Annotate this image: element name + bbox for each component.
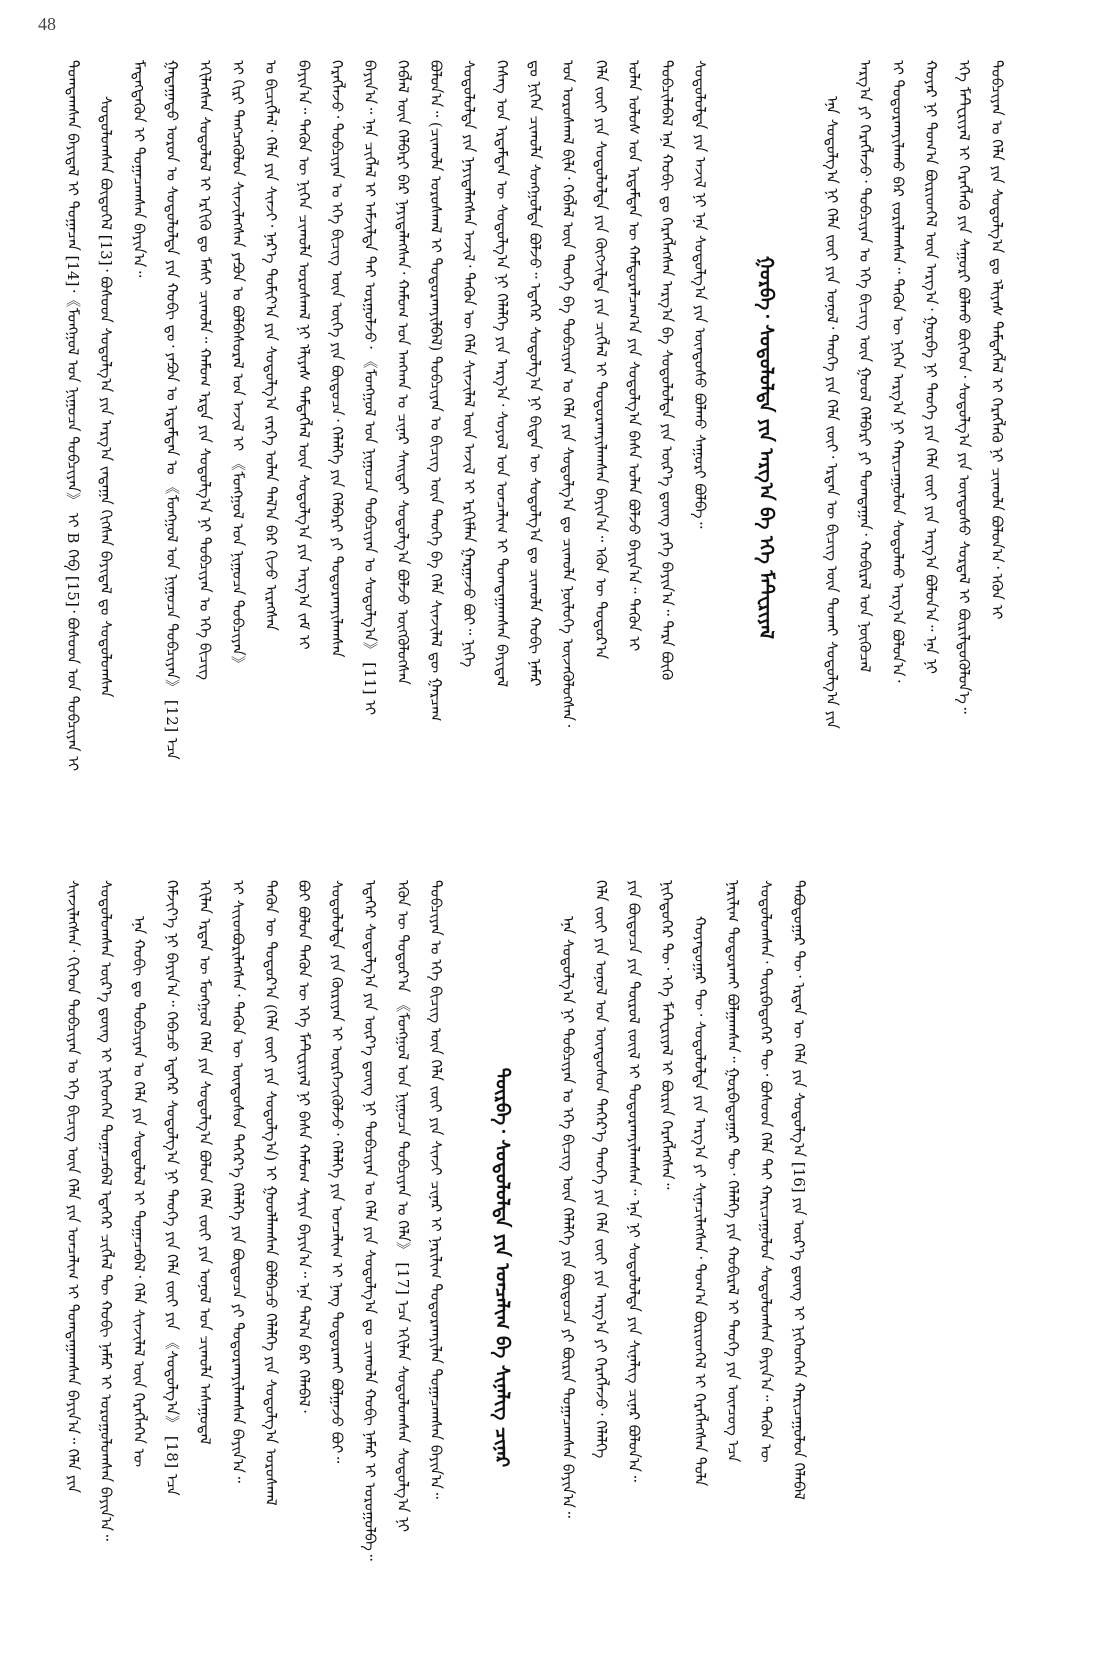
text-line: ᠬᠡᠰᠡᠭ ᠤᠨ ᠡᠷᠳᠡᠮᠲᠡᠨ ᠦ ᠰᠤᠳᠤᠯᠭ᠎ᠠ ᠨᠢ ᠬᠡᠯᠡᠯᠭᠡ ᠶᠢᠨ ᠠᠷᠭ᠎ᠠ᠂ ᠰᠣᠶᠣᠯ ᠤᠨ ᠣᠨᠴᠠᠯᠢᠭ ᠢ ᠲᠣᠭᠲᠠᠭᠠᠭᠰᠠᠨ ᠪᠠᠶᠢᠳᠠᠯ [493, 60, 511, 688]
text-line: ᠰᠤᠳᠤᠯᠤᠯᠲᠠ ᠶᠢᠨ ᠠᠵᠢᠯ ᠨᠢ ᠡᠨᠡ ᠰᠤᠳᠤᠯᠭ᠎ᠠ ᠶᠢᠨ ᠦᠨᠳᠦᠰᠦ ᠪᠣᠯᠬᠤ ᠰᠠᠭᠤᠷᠢ ᠪᠣᠯᠪᠠ᠃ [691, 60, 709, 529]
text-line: ᠡᠬᠡ ᠮᠠᠲ᠋ᠧᠷᠢᠶᠠᠯ ᠢ ᠬᠡᠷᠡᠭᠯᠡᠬᠦ ᠶᠢᠨ ᠰᠠᠭᠤᠷᠢ ᠪᠣᠯᠬᠤ ᠪᠥᠭᠡᠳ᠂ ᠰᠤᠳᠤᠯᠭ᠎ᠠ ᠶᠢᠨ ᠦᠨᠳᠦᠰᠦ ᠰᠤᠷᠲᠠᠯ ᠢ ᠪᠦᠷᠢᠯᠳᠦᠭᠦᠯᠦᠨ᠎ᠡ᠃ [955, 60, 973, 714]
text-column [159, 60, 185, 835]
text-column [324, 880, 350, 1655]
section-heading [489, 880, 515, 1655]
section-heading-text: ᠭᠤᠷᠪᠠ᠂ ᠰᠤᠳᠤᠯᠤᠯᠲᠠ ᠶᠢᠨ ᠠᠷᠭ᠎ᠠ ᠪᠠ ᠡᠬᠡ ᠮᠠᠲ᠋ᠧᠷᠢᠶᠠᠯ [755, 256, 777, 639]
text-column [489, 60, 515, 835]
section-heading [753, 60, 779, 835]
text-column [588, 880, 614, 1655]
text-line: ᠪᠤᠶ ᠪᠣᠯᠤᠨ ᠲᠡᠭᠦᠨ ᠦ ᠡᠬᠡ ᠮᠠᠲ᠋ᠧᠷᠢᠶᠠᠯ ᠨᠢ ᠪᠠᠰᠠ ᠬᠠᠮᠤᠭ ᠰᠠᠶᠢᠨ ᠪᠠᠶᠢᠨ᠎ᠠ᠃ ᠡᠨᠡ ᠲᠠᠯ᠎ᠠ ᠪᠠᠷ ᠬᠡᠯᠡᠪᠡᠯ᠂ [295, 880, 313, 1413]
text-line: ᠲᠣᠪᠴᠢᠶᠠᠨ ᠤ ᠡᠬᠡ ᠪᠢᠴᠢᠭ ᠦᠨ ᠬᠡᠯᠡ ᠵᠦᠢ ᠶᠢᠨ ᠰᠢᠨᠵᠢ ᠴᠢᠨᠠᠷ ᠢ ᠨᠠᠷᠢᠯᠢᠭ ᠲᠣᠳᠣᠷᠬᠠᠶᠢᠯᠠᠨ ᠲᠣᠭᠠᠴᠠᠭᠰᠠᠨ ᠪᠠᠶᠢᠨ᠎ᠠ᠃ [427, 880, 445, 1499]
text-line: ᠰᠤᠳᠤᠯᠤᠭᠰᠠᠨ ᠪᠦᠲᠦᠭᠡᠯ [13]᠂ ᠪᠤᠰᠤᠳ ᠰᠤᠳᠤᠯᠭ᠎ᠠ ᠶᠢᠨ ᠠᠷᠭ᠎ᠠ ᠵᠠᠳᠠᠭᠠ ᠬᠢᠭᠰᠡᠨ ᠪᠠᠶᠢᠳᠠᠯ ᠳᠤ ᠰᠤᠳᠤᠯᠤᠭᠰᠠᠨ [97, 96, 115, 698]
text-column [918, 60, 944, 835]
text-column [951, 60, 977, 835]
text-line: ᠡᠬᠢᠯᠡᠭᠰᠡᠨ ᠰᠤᠳᠤᠯᠤᠯ ᠢ ᠡᠷᠭᠢᠬᠦ ᠳᠤ ᠮᠠᠰᠢ ᠴᠢᠬᠤᠯᠠ᠃ ᠬᠠᠮᠤᠭ ᠡᠷᠲᠡ ᠶᠢᠨ ᠰᠤᠳᠤᠯᠭ᠎ᠠ ᠨᠢ ᠲᠣᠪᠴᠢᠶᠠᠨ ᠤ ᠡᠬᠡ ᠪᠢᠴᠢᠭ [196, 60, 214, 681]
text-column [192, 880, 218, 1655]
text-line: ᠬᠡᠷᠡᠭᠯᠡᠵᠦ᠂ ᠲᠣᠪᠴᠢᠶᠠᠨ ᠤ ᠡᠬᠡ ᠪᠢᠴᠢᠭ ᠦᠨ ᠦᠭᠡ ᠶᠢᠨ ᠪᠦᠲᠦᠴᠡ᠂ ᠬᠡᠯᠡᠯᠭᠡ ᠶᠢᠨ ᠬᠡᠯᠪᠡᠷᠢ ᠶᠢ ᠲᠣᠳᠣᠷᠬᠠᠶᠢᠯᠠᠭᠰᠠᠨ [328, 60, 346, 658]
text-column [753, 880, 779, 1655]
text-column [786, 880, 812, 1655]
text-column [456, 60, 482, 835]
text-column [621, 60, 647, 835]
text-column [357, 60, 383, 835]
text-line: ᠰᠤᠳᠤᠯᠤᠭᠰᠠᠨ ᠦᠷ᠎ᠡ ᠳ᠋ᠦᠩ ᠢ ᠨᠢᠭᠡᠳᠬᠡᠨ ᠲᠣᠭᠠᠴᠠᠪᠠᠯ ᠡᠳᠡᠭᠡᠷ ᠴᠢᠭᠯᠡᠯ ᠲᠦ ᠬᠤᠪᠢ ᠨᠡᠮᠡᠷ ᠢ ᠣᠷᠣᠭᠤᠯᠤᠭᠰᠠᠨ ᠪᠠᠶᠢᠨ᠎ᠠ᠃ [97, 880, 115, 1541]
text-line: ᠬᠣᠶᠠᠷ ᠨᠢ ᠲᠣᠭ᠎ᠠ ᠪᠦᠷᠢᠳᠬᠡᠯ ᠦᠨ ᠠᠷᠭ᠎ᠠ᠂ ᠭᠤᠷᠪᠠ ᠨᠢ ᠲᠡᠦᠬᠡ ᠶᠢᠨ ᠬᠡᠯᠡ ᠵᠦᠢ ᠶᠢᠨ ᠠᠷᠭ᠎ᠠ ᠪᠣᠯᠤᠨ᠎ᠠ᠃ ᠡᠨᠡ ᠨᠢ [922, 60, 940, 674]
text-column [225, 60, 251, 835]
text-line: ᠢ ᠲᠣᠳᠣᠷᠬᠠᠶᠢᠯᠠᠬᠤ ᠪᠠᠷ ᠵᠣᠷᠢᠯᠠᠭᠰᠠᠨ᠃ ᠲᠡᠭᠦᠨ ᠦ ᠨᠢᠭᠡᠨ ᠠᠷᠭ᠎ᠠ ᠨᠢ ᠬᠠᠷᠢᠴᠠᠭᠤᠯᠤᠨ ᠰᠤᠳᠤᠯᠬᠤ ᠠᠷᠭ᠎ᠠ ᠪᠣᠯᠤᠨ᠎ᠠ᠂ [889, 60, 907, 683]
text-column [984, 60, 1010, 835]
column-spacer [786, 60, 812, 835]
text-line: ᠲᠣᠭᠲᠠᠭᠰᠠᠨ ᠪᠠᠶᠢᠳᠠᠯ ᠢ ᠲᠣᠭᠠᠴᠠᠨ [14]᠂《ᠮᠣᠩᠭᠣᠯ ᠤᠨ ᠨᠢᠭᠤᠴᠠ ᠲᠣᠪᠴᠢᠶᠠᠨ》 ᠢ B ᠬᠡᠪ [15]᠂ ᠪᠤᠰᠤᠳ ᠤᠨ ᠲᠣᠪᠴᠢᠶᠠᠨ ᠢ [64, 60, 82, 772]
text-line: ᠳᠤ ᠨᠢᠭᠡᠨ ᠴᠢᠬᠤᠯᠠ ᠰᠣᠩᠭᠤᠯᠲᠠ ᠪᠣᠯᠵᠤ᠃ ᠡᠳᠡᠭᠡᠷ ᠰᠤᠳᠤᠯᠭ᠎ᠠ ᠨᠢ ᠪᠢᠳᠡᠨ ᠦ ᠰᠤᠳᠤᠯᠭ᠎ᠠ ᠳᠤ ᠴᠢᠬᠤᠯᠠ ᠬᠤᠪᠢ ᠨᠡᠮᠡᠷ [526, 60, 544, 687]
text-line: ᠡᠬᠢᠯᠡᠨ ᠡᠷᠲᠡᠨ ᠦ ᠮᠣᠩᠭᠣᠯ ᠬᠡᠯᠡ ᠶᠢᠨ ᠰᠤᠳᠤᠯᠭ᠎ᠠ ᠪᠣᠯᠤᠨ ᠬᠡᠯᠡ ᠵᠦᠢ ᠶᠢᠨ ᠣᠨᠣᠯ ᠤᠨ ᠴᠢᠬᠤᠯᠠ ᠠᠰᠠᠭᠤᠳᠠᠯ [196, 880, 214, 1445]
text-line: ᠭᠠᠳᠠᠭᠠᠳᠤ ᠣᠷᠣᠨ ᠤ ᠰᠤᠳᠤᠯᠤᠯᠲᠠ ᠶᠢᠨ ᠬᠤᠪᠢ ᠳᠤ᠂ ᠶᠠᠫᠣᠨ ᠤ ᠡᠷᠳᠡᠮᠲᠡᠨ ᠤ 《ᠮᠣᠩᠭᠣᠯ ᠤᠨ ᠨᠢᠭᠤᠴᠠ ᠲᠣᠪᠴᠢᠶᠠᠨ》 [12] ᠡᠴᠡ [163, 60, 181, 760]
text-column [324, 60, 350, 835]
text-line: ᠮᠡᠳᠡᠭᠳᠡᠬᠦᠨ ᠢ ᠲᠣᠭᠠᠴᠠᠭᠰᠠᠨ ᠪᠠᠶᠢᠨ᠎ᠠ᠃ [130, 60, 148, 278]
text-column [588, 60, 614, 835]
text-line: ᠲᠣᠪᠴᠢᠶᠠᠨ ᠤ ᠬᠡᠯᠡ ᠶᠢᠨ ᠰᠤᠳᠤᠯᠭ᠎ᠠ ᠳᠤ ᠡᠯᠢᠶᠡᠰ ᠲᠡᠮᠳᠡᠭᠯᠡᠯ ᠢ ᠬᠡᠷᠡᠭᠯᠡᠬᠦ ᠨᠢ ᠴᠢᠬᠤᠯᠠ ᠪᠣᠯᠤᠨ᠎ᠠ᠂ ᠡᠭᠦᠨ ᠢ [988, 60, 1006, 620]
text-column [555, 880, 581, 1655]
text-line: ᠡᠳᠡᠭᠡᠷ ᠰᠤᠳᠤᠯᠭ᠎ᠠ ᠶᠢᠨ ᠦᠷ᠎ᠡ ᠳ᠋ᠦᠩ ᠨᠢ ᠲᠣᠪᠴᠢᠶᠠᠨ ᠤ ᠬᠡᠯᠡ ᠶᠢᠨ ᠰᠤᠳᠤᠯᠭ᠎ᠠ ᠳᠤ ᠴᠢᠬᠤᠯᠠ ᠬᠤᠪᠢ ᠨᠡᠮᠡᠷ ᠢ ᠣᠷᠣᠭᠤᠯᠪᠠ᠃ [361, 880, 379, 1561]
text-column [720, 880, 746, 1655]
page-number: 48 [38, 14, 56, 34]
column-spacer [456, 880, 482, 1655]
column-spacer [720, 60, 746, 835]
text-line: ᠠᠷᠭ᠎ᠠ ᠶᠢ ᠬᠡᠷᠡᠭᠯᠡᠵᠦ᠂ ᠲᠣᠪᠴᠢᠶᠠᠨ ᠤ ᠡᠬᠡ ᠪᠢᠴᠢᠭ ᠦᠨ ᠭᠣᠣᠯ ᠬᠡᠯᠪᠡᠷᠢ ᠶᠢ ᠲᠣᠭᠲᠠᠭᠠᠨ᠂ ᠬᠤᠪᠢᠷᠠᠯ ᠤᠨ ᠨᠥᠬᠦᠴᠡᠯ [856, 60, 874, 673]
text-line: ᠲᠡᠭᠦᠨ ᠦ ᠳᠣᠲᠣᠷ᠎ᠠ (ᠬᠡᠯᠡ ᠵᠦᠢ ᠶᠢᠨ ᠰᠤᠳᠤᠯᠭ᠎ᠠ) ᠢ ᠭᠣᠣᠯᠯᠠᠭᠰᠠᠨ ᠪᠣᠯᠪᠠᠴᠤ ᠬᠡᠯᠡᠯᠭᠡ ᠶᠢᠨ ᠰᠤᠳᠤᠯᠭ᠎ᠠ ᠤᠷᠤᠰᠬᠠᠯ [262, 880, 280, 1506]
text-column [126, 880, 152, 1655]
text-column [291, 880, 317, 1655]
text-line: ᠣᠯᠠᠨ ᠤᠯᠤᠰ ᠤᠨ ᠡᠷᠳᠡᠮᠲᠡᠨ ᠦ ᠬᠠᠮᠲᠤᠷᠠᠯᠴᠠᠭ᠎ᠠ ᠶᠢᠨ ᠰᠤᠳᠤᠯᠭ᠎ᠠ ᠪᠠᠰᠠ ᠣᠯᠠᠨ ᠪᠣᠯᠵᠤ ᠪᠠᠶᠢᠨ᠎ᠠ᠃ ᠲᠡᠭᠦᠨ ᠢ [625, 60, 643, 652]
text-column [819, 60, 845, 835]
text-column [687, 60, 713, 835]
text-line: ᠰᠤᠳᠤᠯᠤᠭᠰᠠᠨ᠂ ᠳᠥᠷᠪᠡᠳᠦᠭᠡᠷ ᠲᠦ᠂ ᠪᠤᠰᠤᠳ ᠬᠡᠯᠡ ᠲᠡᠢ ᠬᠠᠷᠢᠴᠠᠭᠤᠯᠤᠨ ᠰᠤᠳᠤᠯᠤᠭᠰᠠᠨ ᠪᠠᠶᠢᠨ᠎ᠠ᠃ ᠲᠡᠭᠦᠨ ᠦ [757, 880, 775, 1463]
text-column [687, 880, 713, 1655]
text-line: ᠤᠨ ᠤᠷᠤᠰᠬᠠᠯ ᠪᠢᠯᠡ᠂ ᠬᠡᠪᠯᠡᠯ ᠦᠨ ᠲᠡᠦᠬᠡ ᠪᠠ ᠲᠣᠪᠴᠢᠶᠠᠨ ᠤ ᠬᠡᠯᠡ ᠶᠢᠨ ᠰᠤᠳᠤᠯᠭ᠎ᠠ ᠳᠤ ᠴᠢᠬᠤᠯᠠ ᠨᠥᠯᠦᠭᠡ ᠦᠵᠡᠭᠦᠯᠦᠭᠰᠡᠨ᠂ [559, 60, 577, 728]
text-line: ᠰᠤᠳᠤᠯᠤᠯᠲᠠ ᠶᠢᠨ ᠬᠦᠷᠢᠶᠡᠨ ᠢ ᠦᠷᠭᠡᠵᠢᠭᠦᠯᠵᠦ᠂ ᠬᠡᠯᠡᠯᠭᠡ ᠶᠢᠨ ᠣᠨᠴᠠᠯᠢᠭ ᠢ ᠨᠡᠩ ᠲᠣᠳᠣᠷᠬᠠᠢ ᠪᠣᠯᠭᠠᠵᠤ ᠪᠣᠢ᠃ [328, 880, 346, 1464]
text-column [192, 60, 218, 835]
text-column [126, 60, 152, 835]
text-column [390, 60, 416, 835]
text-column [258, 880, 284, 1655]
bottom-text-block [60, 880, 1070, 1655]
text-column [291, 60, 317, 835]
text-line: ᠤ ᠪᠢᠴᠢᠭᠯᠡᠯ᠂ ᠬᠡᠯᠡ ᠶᠢᠨ ᠰᠢᠨᠵᠢ᠂ ᠨᠡᠷ᠎ᠡ ᠲᠣᠮᠢᠶ᠎ᠠ ᠶᠢᠨ ᠰᠤᠳᠤᠯᠭ᠎ᠠ ᠵᠡᠷᠭᠡ ᠣᠯᠠᠨ ᠲᠠᠯ᠎ᠠ ᠪᠠᠷ ᠬᠢᠵᠦ ᠢᠷᠡᠭᠰᠡᠨ [262, 60, 280, 631]
text-line: ᠡᠨᠡ ᠰᠤᠳᠤᠯᠭ᠎ᠠ ᠨᠢ ᠬᠡᠯᠡ ᠵᠦᠢ ᠶᠢᠨ ᠣᠨᠣᠯ᠂ ᠲᠡᠦᠬᠡ ᠶᠢᠨ ᠬᠡᠯᠡ ᠵᠦᠢ᠂ ᠡᠷᠲᠡᠨ ᠦ ᠪᠢᠴᠢᠭ ᠦᠨ ᠲᠤᠬᠠᠢ ᠰᠤᠳᠤᠯᠭ᠎ᠠ ᠶᠢᠨ [823, 96, 841, 729]
text-line: ᠪᠠᠶᠢᠨ᠎ᠠ᠃ ᠲᠡᠭᠦᠨ ᠦ ᠨᠢᠭᠡᠨ ᠴᠢᠬᠤᠯᠠ ᠤᠷᠤᠰᠬᠠᠯ ᠨᠢ ᠡᠯᠢᠶᠡᠰ ᠲᠡᠮᠳᠡᠭᠯᠡᠯ ᠦᠨ ᠰᠤᠳᠤᠯᠭ᠎ᠠ ᠶᠢᠨ ᠠᠷᠭ᠎ᠠ ᠵᠠᠮ ᠢ [295, 60, 313, 650]
text-line: ᠬᠡᠪᠯᠡᠯ ᠦᠨ ᠬᠡᠯᠪᠡᠷᠢ ᠪᠡᠷ ᠨᠡᠶᠢᠲᠡᠯᠡᠭᠰᠡᠨ᠂ ᠬᠠᠮᠤᠭ ᠤᠨ ᠠᠩᠬᠠᠨ ᠤ ᠴᠢᠨᠠᠷ ᠰᠠᠢᠲᠠᠶ ᠰᠤᠳᠤᠯᠭ᠎ᠠ ᠪᠣᠯᠵᠤ ᠦᠭᠭᠦᠯᠦᠭᠰᠡᠨ [394, 60, 412, 685]
text-line: ᠨᠢᠭᠡᠳᠦᠭᠡᠷ ᠲᠦ᠂ ᠡᠬᠡ ᠮᠠᠲ᠋ᠧᠷᠢᠶᠠᠯ ᠢ ᠪᠦᠷᠢᠨ ᠬᠡᠷᠡᠭᠯᠡᠭᠰᠡᠨ᠃ [658, 880, 676, 1190]
text-line: ᠬᠣᠶᠠᠳᠤᠭᠠᠷ ᠲᠦ᠂ ᠰᠤᠳᠤᠯᠤᠯᠲᠠ ᠶᠢᠨ ᠠᠷᠭ᠎ᠠ ᠶᠢ ᠰᠢᠨᠡᠴᠢᠯᠡᠭᠰᠡᠨ᠂ ᠲᠣᠭ᠎ᠠ ᠪᠦᠷᠢᠳᠬᠡᠯ ᠢ ᠬᠡᠷᠡᠭᠯᠡᠭᠰᠡᠨ ᠲᠤᠯᠠ [691, 916, 709, 1487]
text-column [60, 60, 86, 835]
text-column [60, 880, 86, 1655]
text-column [357, 880, 383, 1655]
text-column [93, 60, 119, 835]
text-line: ᠨᠠᠷᠢᠯᠢᠭ ᠲᠣᠳᠣᠷᠬᠠᠢ ᠪᠣᠯᠭᠠᠭᠰᠠᠨ᠃ ᠭᠤᠷᠪᠠᠳᠤᠭᠠᠷ ᠲᠦ᠂ ᠬᠡᠯᠡᠯᠭᠡ ᠶᠢᠨ ᠬᠤᠪᠢᠷᠠᠯ ᠢ ᠲᠡᠦᠬᠡ ᠶᠢᠨ ᠥᠨᠴᠥᠭ ᠡᠴᠡ [724, 880, 742, 1463]
text-line: ᠰᠤᠳᠤᠯᠤᠯᠲᠠ ᠶᠢᠨ ᠨᠡᠶᠢᠲᠡᠯᠡᠭᠰᠡᠨ ᠠᠵᠢᠯ᠂ ᠲᠡᠭᠦᠨ ᠦ ᠬᠡᠯᠡ ᠰᠢᠨᠵᠢᠯᠡᠯ ᠦᠨ ᠠᠵᠢᠯ ᠢ ᠡᠷᠬᠢᠮᠯᠡᠨ ᠭᠠᠷᠭᠠᠵᠤ ᠪᠣᠢ᠃ ᠨᠢᠭᠡ [460, 60, 478, 668]
text-line: ᠢ ᠰᠢᠢᠳᠪᠦᠷᠢᠯᠡᠭᠰᠡᠨ᠂ ᠲᠡᠭᠦᠨ ᠦ ᠦᠨᠳᠦᠰᠦᠨ ᠳᠡᠭᠡᠷ᠎ᠡ ᠬᠡᠯᠡᠯᠭᠡ ᠶᠢᠨ ᠪᠦᠲᠦᠴᠡ ᠶᠢ ᠲᠣᠳᠣᠷᠬᠠᠶᠢᠯᠠᠭᠰᠠᠨ ᠪᠠᠶᠢᠨ᠎ᠠ᠃ [229, 880, 247, 1483]
text-line: ᠬᠡᠯᠡ ᠵᠦᠢ ᠶᠢᠨ ᠰᠤᠳᠤᠯᠤᠯᠲᠠ ᠶᠢᠨ ᠬᠥᠭᠵᠢᠯᠲᠡ ᠶᠢᠨ ᠴᠢᠭᠯᠡᠯ ᠢ ᠲᠣᠳᠣᠷᠬᠠᠶᠢᠯᠠᠭᠰᠠᠨ ᠪᠠᠶᠢᠨ᠎ᠠ᠃ ᠡᠭᠦᠨ ᠦ ᠳᠣᠲᠣᠷ᠎ᠠ [592, 60, 610, 660]
text-column [423, 880, 449, 1655]
text-column [621, 880, 647, 1655]
text-line: ᠬᠡᠯᠡ ᠵᠦᠢ ᠶᠢᠨ ᠣᠨᠣᠯ ᠤᠨ ᠦᠨᠳᠦᠰᠦᠨ ᠳᠡᠭᠡᠷ᠎ᠡ ᠲᠡᠦᠬᠡ ᠶᠢᠨ ᠬᠡᠯᠡ ᠵᠦᠢ ᠶᠢᠨ ᠠᠷᠭ᠎ᠠ ᠶᠢ ᠬᠡᠷᠡᠭᠯᠡᠵᠦ᠂ ᠬᠡᠯᠡᠯᠭᠡ [592, 880, 610, 1459]
text-column [852, 60, 878, 835]
text-line: ᠢ ᠬᠢᠷᠢ ᠲᠡᠩᠴᠡᠭᠦᠯᠦᠨ ᠰᠢᠨᠵᠢᠯᠡᠭᠰᠡᠨ ᠶᠠᠫᠣᠨ ᠤ ᠪᠣᠯᠪᠠᠰᠤᠷᠠᠯ ᠤᠨ ᠠᠵᠢᠯ ᠢ 《ᠮᠣᠩᠭᠣᠯ ᠤᠨ ᠨᠢᠭᠤᠴᠠ ᠲᠣᠪᠴᠢᠶᠠᠨ》 [229, 60, 247, 672]
text-column [258, 60, 284, 835]
text-column [423, 60, 449, 835]
text-column [225, 880, 251, 1655]
text-column [555, 60, 581, 835]
column-spacer [522, 880, 548, 1655]
text-line: ᠪᠣᠯᠤᠨ᠎ᠠ᠃ (ᠴᠢᠬᠤᠯᠠ ᠤᠷᠤᠰᠬᠠᠯ ᠢ ᠲᠣᠳᠣᠷᠬᠠᠶᠢᠯᠪᠠᠯ) ᠲᠣᠪᠴᠢᠶᠠᠨ ᠤ ᠪᠢᠴᠢᠭ ᠦᠨ ᠲᠡᠦᠬᠡ ᠪᠠ ᠬᠡᠯᠡ ᠰᠢᠨᠵᠢᠯᠡᠯ ᠳᠦ ᠭᠠᠷᠴᠠᠭ [427, 60, 445, 722]
top-text-block [60, 60, 1070, 835]
section-heading-text: ᠳᠥᠷᠪᠡ᠂ ᠰᠤᠳᠤᠯᠤᠯᠲᠠ ᠶᠢᠨ ᠣᠨᠴᠠᠯᠢᠭ ᠪᠠ ᠰᠢᠨᠡᠯᠢᠭ ᠴᠢᠨᠠᠷ [491, 1067, 513, 1468]
text-column [654, 60, 680, 835]
text-line: ᠰᠢᠨᠵᠢᠯᠡᠭᠰᠡᠨ᠂ ᠬᠢᠭᠡᠳ ᠲᠣᠪᠴᠢᠶᠠᠨ ᠤ ᠡᠬᠡ ᠪᠢᠴᠢᠭ ᠦᠨ ᠬᠡᠯᠡ ᠶᠢᠨ ᠣᠨᠴᠠᠯᠢᠭ ᠢ ᠲᠣᠭᠲᠠᠭᠠᠭᠰᠠᠨ ᠪᠠᠶᠢᠨ᠎ᠠ᠃ ᠬᠡᠯᠡ ᠶᠢᠨ [64, 880, 82, 1493]
text-line: ᠬᠡᠮᠵᠢᠶ᠎ᠡ ᠨᠢ ᠪᠠᠶᠢᠨ᠎ᠠ᠃ ᠭᠡᠪᠡᠴᠦ ᠡᠳᠡᠭᠡᠷ ᠰᠤᠳᠤᠯᠭ᠎ᠠ ᠨᠢ ᠲᠡᠦᠬᠡ ᠶᠢᠨ ᠬᠡᠯᠡ ᠵᠦᠢ ᠶᠢᠨ 《ᠰᠤᠳᠤᠯᠭ᠎ᠠ》 [18] ᠡᠴᠡ [163, 880, 181, 1496]
text-column [522, 60, 548, 835]
text-column [390, 880, 416, 1655]
text-column [885, 60, 911, 835]
text-line: ᠪᠠᠶᠢᠨ᠎ᠠ᠃ ᠡᠨᠡ ᠴᠢᠭᠯᠡᠯ ᠢ ᠠᠮᠵᠢᠯᠲᠠ ᠲᠠᠶ ᠤᠷᠭᠤᠯᠵᠤ᠂ 《ᠮᠣᠩᠭᠣᠯ ᠤᠨ ᠨᠢᠭᠤᠴᠠ ᠲᠣᠪᠴᠢᠶᠠᠨ ᠤ ᠰᠤᠳᠤᠯᠭ᠎ᠠ》 [11] ᠢ [361, 60, 379, 716]
text-line: ᠲᠣᠪᠴᠢᠯᠠᠪᠠᠯ ᠡᠨᠡ ᠬᠤᠪᠢ ᠳᠤ ᠬᠡᠷᠡᠭᠯᠡᠭᠰᠡᠨ ᠠᠷᠭ᠎ᠠ ᠪᠠ ᠰᠤᠳᠤᠯᠤᠯᠲᠠ ᠶᠢᠨ ᠦᠷ᠎ᠡ ᠳ᠋ᠦᠩ ᠶᠡᠬᠡ ᠪᠠᠶᠢᠨ᠎ᠠ᠃ ᠲᠡᠷᠡ ᠪᠦᠬᠦ [658, 60, 676, 681]
text-line: ᠡᠨᠡ ᠬᠤᠪᠢ ᠳᠤ ᠲᠣᠪᠴᠢᠶᠠᠨ ᠤ ᠬᠡᠯᠡ ᠶᠢᠨ ᠰᠤᠳᠤᠯᠤᠯ ᠢ ᠲᠣᠭᠠᠴᠠᠪᠠᠯ᠂ ᠬᠡᠯᠡ ᠰᠢᠨᠵᠢᠯᠡᠯ ᠦᠨ ᠬᠡᠷᠡᠭᠯᠡᠭᠡᠨ ᠦ [130, 916, 148, 1468]
text-line: ᠶᠢᠨ ᠪᠦᠲᠦᠴᠡ ᠶᠢᠨ ᠲᠥᠷᠥᠯ ᠵᠦᠢᠯ ᠢ ᠲᠣᠳᠣᠷᠬᠠᠶᠢᠯᠠᠭᠰᠠᠨ᠃ ᠡᠨᠡ ᠨᠢ ᠰᠤᠳᠤᠯᠤᠯᠲᠠ ᠶᠢᠨ ᠰᠢᠨᠡᠯᠢᠭ ᠴᠢᠨᠠᠷ ᠪᠣᠯᠤᠨ᠎ᠠ᠃ [625, 880, 643, 1482]
text-line: ᠡᠨᠡ ᠰᠤᠳᠤᠯᠭ᠎ᠠ ᠨᠢ ᠲᠣᠪᠴᠢᠶᠠᠨ ᠤ ᠡᠬᠡ ᠪᠢᠴᠢᠭ ᠦᠨ ᠬᠡᠯᠡᠯᠭᠡ ᠶᠢᠨ ᠪᠦᠲᠦᠴᠡ ᠶᠢ ᠪᠦᠷᠢᠨ ᠲᠣᠭᠠᠴᠠᠭᠰᠠᠨ ᠪᠠᠶᠢᠨ᠎ᠠ᠃ [559, 916, 577, 1518]
text-line: ᠡᠭᠦᠨ ᠦ ᠳᠣᠲᠣᠷ᠎ᠠ 《ᠮᠣᠩᠭᠣᠯ ᠤᠨ ᠨᠢᠭᠤᠴᠠ ᠲᠣᠪᠴᠢᠶᠠᠨ ᠤ ᠬᠡᠯᠡ》 [17] ᠡᠴᠡ ᠡᠬᠢᠯᠡᠨ ᠰᠤᠳᠤᠯᠤᠭᠰᠠᠨ ᠰᠤᠳᠤᠯᠭ᠎ᠠ ᠨᠢ [394, 880, 412, 1533]
text-column [654, 880, 680, 1655]
text-column [93, 880, 119, 1655]
text-line: ᠲᠠᠪᠤᠳᠤᠭᠠᠷ ᠲᠦ᠂ ᠡᠷᠲᠡᠨ ᠦ ᠬᠡᠯᠡ ᠶᠢᠨ ᠰᠤᠳᠤᠯᠭ᠎ᠠ [16] ᠶᠢᠨ ᠦᠷ᠎ᠡ ᠳ᠋ᠦᠩ ᠢ ᠨᠢᠭᠡᠳᠬᠡᠨ ᠬᠠᠷᠢᠴᠠᠭᠤᠯᠤᠨ ᠬᠡᠯᠡᠪᠡᠯ [790, 880, 808, 1500]
text-column [159, 880, 185, 1655]
